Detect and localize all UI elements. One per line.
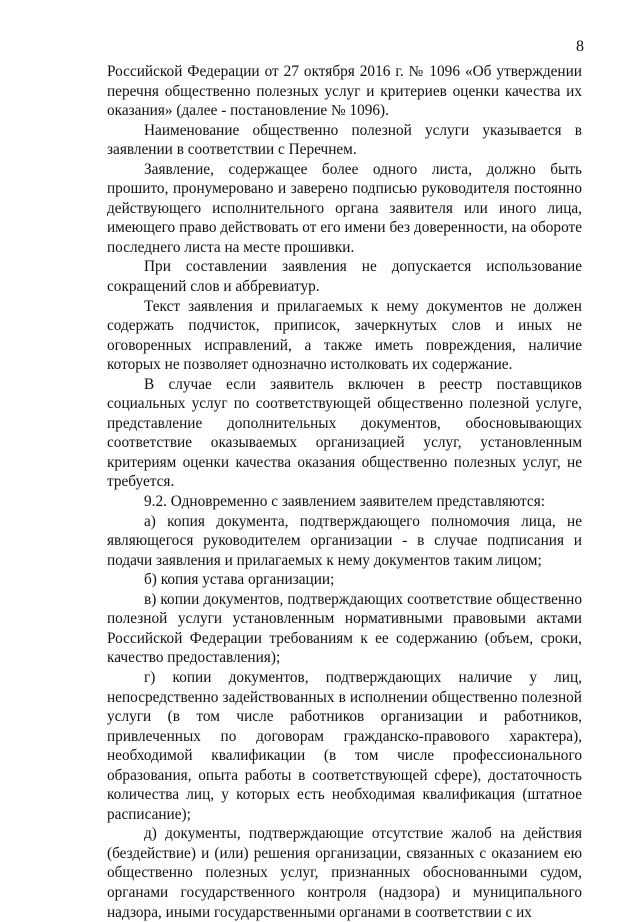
paragraph-12: д) документы, подтверждающие отсутствие жалоб на действия (бездействие) и (или) решения организации, связанных с оказанием ею общественно полезных услуг, признанных обоснованными судом, органами государственного контроля (надзора) и муниципального надзора, иными государственными органами в соответствии с их <box>107 825 582 921</box>
document-body <box>107 62 582 922</box>
paragraph-9: б) копия устава организации; <box>144 571 335 589</box>
paragraph-8: а) копия документа, подтверждающего полномочия лица, не являющегося руководителем организации - в случае подписания и подачи заявления и прилагаемых к нему документов таким лицом; <box>107 512 582 569</box>
paragraph-3: Заявление, содержащее более одного листа, должно быть прошито, пронумеровано и заверено подписью руководителя постоянно действующего исполнительного органа заявителя или иного лица, имеющего право действовать от его имени без доверенности, на обороте последнего листа на месте прошивки. <box>107 160 582 256</box>
paragraph-2: Наименование общественно полезной услуги указывается в заявлении в соответствии с Перечнем. <box>107 121 582 159</box>
page-number: 8 <box>576 38 584 55</box>
paragraph-10: в) копии документов, подтверждающих соответствие общественно полезной услуги установленным нормативными правовыми актами Российской Федерации требованиям к ее содержанию (объем, сроки, качество предоставления); <box>107 590 582 667</box>
paragraph-6: В случае если заявитель включен в реестр поставщиков социальных услуг по соответствующей общественно полезной услуге, представление дополнительных документов, обосновывающих соответствие оказываемых организацией услуг, установленным критериям оценки качества оказания общественно полезных услуг, не требуется. <box>107 375 582 491</box>
paragraph-11: г) копии документов, подтверждающих наличие у лиц, непосредственно задействованных в исполнении общественно полезной услуги (в том числе работников организации и работников, привлеченных по договорам гражданско-правового характера), необходимой квалификации (в том числе профессионального образования, опыта работы в соответствующей сфере), достаточность количества лиц, у которых есть необходимая квалификация (штатное расписание); <box>107 668 582 823</box>
paragraph-1: Российской Федерации от 27 октября 2016 г. № 1096 «Об утверждении перечня общественно полезных услуг и критериев оценки качества их оказания» (далее - постановление № 1096). <box>107 63 582 120</box>
paragraph-4: При составлении заявления не допускается использование сокращений слов и аббревиатур. <box>107 258 582 296</box>
paragraph-7: 9.2. Одновременно с заявлением заявителем представляются: <box>144 493 545 511</box>
paragraph-5: Текст заявления и прилагаемых к нему документов не должен содержать подчисток, приписок, зачеркнутых слов и иных не оговоренных исправлений, а также иметь повреждения, наличие которых не позволяет однозначно истолковать их содержание. <box>107 297 582 374</box>
